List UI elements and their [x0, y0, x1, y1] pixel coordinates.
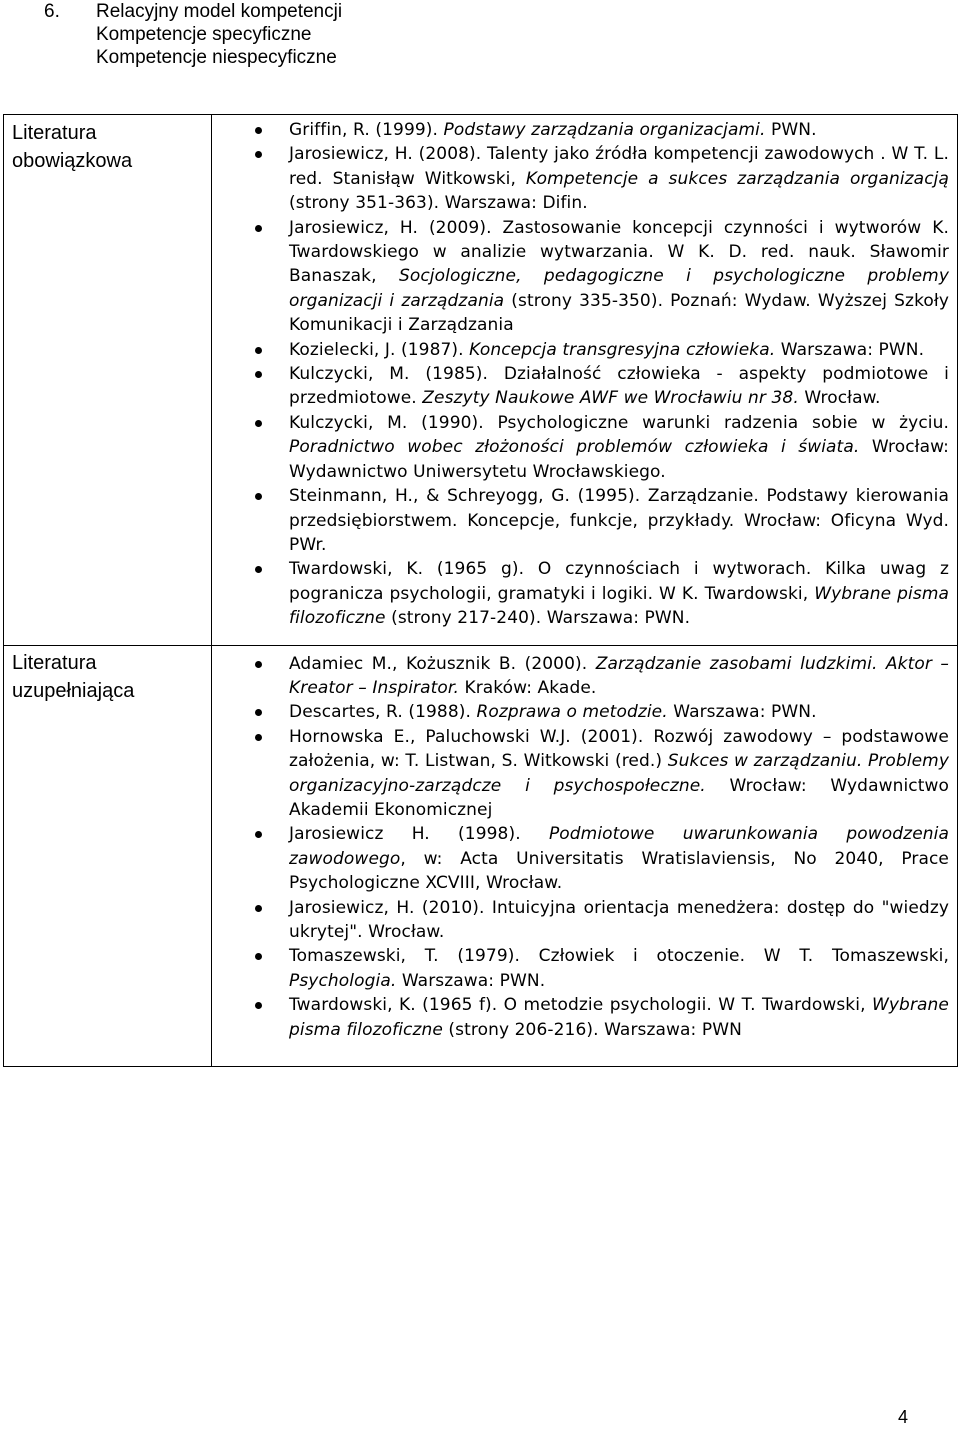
reference-text: Warszawa: PWN.: [396, 970, 546, 991]
reference-item: [212, 944, 949, 993]
reference-text: Twardowski, K. (1965 g). O czynnościach i wytworach. Kilka uwag z pogranicza psychologii, gramatyki i logiki. W K. Twardowski,: [289, 559, 949, 604]
reference-text: (strony 351-363). Warszawa: Difin.: [289, 193, 588, 214]
reference-text: (strony 335-350). Poznań: Wydaw. Wyższej Szkoły Komunikacji i Zarządzania: [289, 290, 949, 336]
bullet-icon: [255, 905, 262, 912]
reference-item: [212, 652, 949, 701]
reference-item: [212, 338, 949, 362]
reference-item: [212, 118, 949, 142]
bullet-icon: [255, 347, 262, 354]
reference-text: Twardowski, K. (1965 f). O metodzie psychologii. W T. Twardowski,: [289, 995, 872, 1016]
reference-title: Zeszyty Naukowe AWF we Wrocławiu nr 38.: [422, 388, 799, 409]
reference-text: Kulczycki, M. (1985). Działalność człowieka - aspekty podmiotowe i przedmiotowe.: [289, 364, 949, 409]
reference-item: [212, 362, 949, 411]
literature-table: [3, 114, 958, 1067]
reference-text: Warszawa: PWN.: [667, 702, 817, 723]
bullet-icon: [255, 151, 262, 158]
reference-text: Wrocław: Wydawnictwo Uniwersytetu Wrocławskiego.: [289, 437, 949, 482]
reference-item: [212, 993, 949, 1042]
reference-text: Jarosiewicz, H. (2008). Talenty jako źródła kompetencji zawodowych . W T. L. red. Stanisłąw Witkowski,: [289, 144, 949, 189]
label-line: Literatura: [12, 122, 97, 144]
reference-title: Socjologiczne, pedagogiczne i psychologiczne problemy organizacji i zarządzania: [289, 266, 949, 311]
reference-title: Zarządzanie zasobami ludzkimi. Aktor – Kreator – Inspirator.: [289, 653, 949, 698]
section-subtitle-specific: Kompetencje specyficzne: [96, 24, 312, 45]
reference-item: [212, 822, 949, 895]
reference-text: Wrocław.: [798, 388, 881, 409]
reference-text: PWN.: [765, 120, 817, 140]
section-number: 6.: [44, 1, 60, 22]
bullet-icon: [255, 831, 262, 838]
reference-text: Griffin, R. (1999).: [289, 120, 444, 140]
supplementary-literature-row: [4, 645, 958, 1067]
reference-text: Kozielecki, J. (1987).: [289, 339, 470, 360]
bullet-icon: [255, 225, 262, 232]
reference-text: , w: Acta Universitatis Wratislaviensis, No 2040, Prace Psychologiczne XCVIII, Wrocław.: [289, 848, 949, 894]
reference-title: Wybrane pisma filozoficzne: [289, 995, 949, 1040]
mandatory-literature-label: [4, 115, 212, 646]
reference-item: [212, 216, 949, 338]
reference-text: Kulczycki, M. (1990). Psychologiczne warunki radzenia sobie w życiu.: [289, 412, 949, 433]
bullet-icon: [255, 709, 262, 716]
reference-text: Jarosiewicz, H. (2009). Zastosowanie koncepcji czynności i wytworów K. Twardowskiego w analizie wytwarzania. W K. D. red. nauk. Sławomir Banaszak,: [289, 217, 949, 287]
section-title: Relacyjny model kompetencji: [96, 1, 343, 22]
reference-title: Koncepcja transgresyjna człowieka.: [469, 339, 776, 360]
reference-text: Tomaszewski, T. (1979). Człowiek i otoczenie. W T. Tomaszewski,: [289, 946, 949, 967]
reference-text: Steinmann, H., & Schreyogg, G. (1995). Zarządzanie. Podstawy kierowania przedsiębiorstwem. Koncepcje, funkcje, przykłady. Wrocław: Oficyna Wyd. PWr.: [289, 486, 949, 555]
reference-title: Poradnictwo wobec złożoności problemów człowieka i świata.: [289, 437, 860, 458]
reference-text: Jarosiewicz H. (1998).: [289, 824, 549, 845]
supplementary-reference-list: [212, 652, 949, 1043]
bullet-icon: [255, 127, 262, 134]
reference-title: Wybrane pisma filozoficzne: [289, 583, 949, 629]
bullet-icon: [255, 566, 262, 573]
label-line: obowiązkowa: [12, 150, 133, 172]
reference-text: Wrocław: Wydawnictwo Akademii Ekonomicznej: [289, 775, 949, 820]
bullet-icon: [255, 953, 262, 960]
supplementary-literature-list-cell: [212, 645, 958, 1067]
reference-title: Rozprawa o metodzie.: [476, 702, 668, 723]
section-subtitle-nonspecific: Kompetencje niespecyficzne: [96, 47, 337, 68]
reference-text: Adamiec M., Kożusznik B. (2000).: [289, 653, 596, 674]
reference-title: Sukces w zarządzaniu. Problemy organizacyjno-zarządcze i psychospołeczne.: [289, 751, 949, 796]
mandatory-literature-list-cell: [212, 115, 958, 646]
reference-text: Descartes, R. (1988).: [289, 702, 477, 723]
supplementary-literature-label: [4, 645, 212, 1067]
reference-item: [212, 557, 949, 630]
mandatory-reference-list: [212, 118, 949, 631]
reference-title: Kompetencje a sukces zarządzania organizacją: [525, 168, 949, 189]
bullet-icon: [255, 371, 262, 378]
reference-item: [212, 484, 949, 557]
reference-item: [212, 142, 949, 215]
reference-title: Psychologia.: [289, 970, 397, 991]
reference-item: [212, 725, 949, 823]
reference-text: Hornowska E., Paluchowski W.J. (2001). Rozwój zawodowy – podstawowe założenia, w: T. Listwan, S. Witkowski (red.): [289, 726, 949, 772]
reference-text: (strony 206-216). Warszawa: PWN: [442, 1019, 742, 1040]
bullet-icon: [255, 493, 262, 500]
mandatory-literature-row: [4, 115, 958, 646]
reference-item: [212, 896, 949, 945]
reference-text: Jarosiewicz, H. (2010). Intuicyjna orientacja menedżera: dostęp do "wiedzy ukrytej". Wrocław.: [289, 897, 949, 942]
label-line: uzupełniająca: [12, 679, 135, 702]
reference-title: Podmiotowe uwarunkowania powodzenia zawodowego: [289, 824, 949, 869]
reference-title: Podstawy zarządzania organizacjami.: [443, 120, 766, 140]
page-number: 4: [898, 1407, 909, 1427]
reference-text: Kraków: Akade.: [458, 677, 597, 698]
reference-item: [212, 700, 949, 724]
reference-text: Warszawa: PWN.: [775, 339, 925, 360]
reference-text: (strony 217-240). Warszawa: PWN.: [385, 608, 691, 629]
bullet-icon: [255, 420, 262, 427]
bullet-icon: [255, 1002, 262, 1009]
label-line: Literatura: [12, 651, 97, 674]
bullet-icon: [255, 734, 262, 741]
reference-item: [212, 411, 949, 484]
bullet-icon: [255, 661, 262, 668]
